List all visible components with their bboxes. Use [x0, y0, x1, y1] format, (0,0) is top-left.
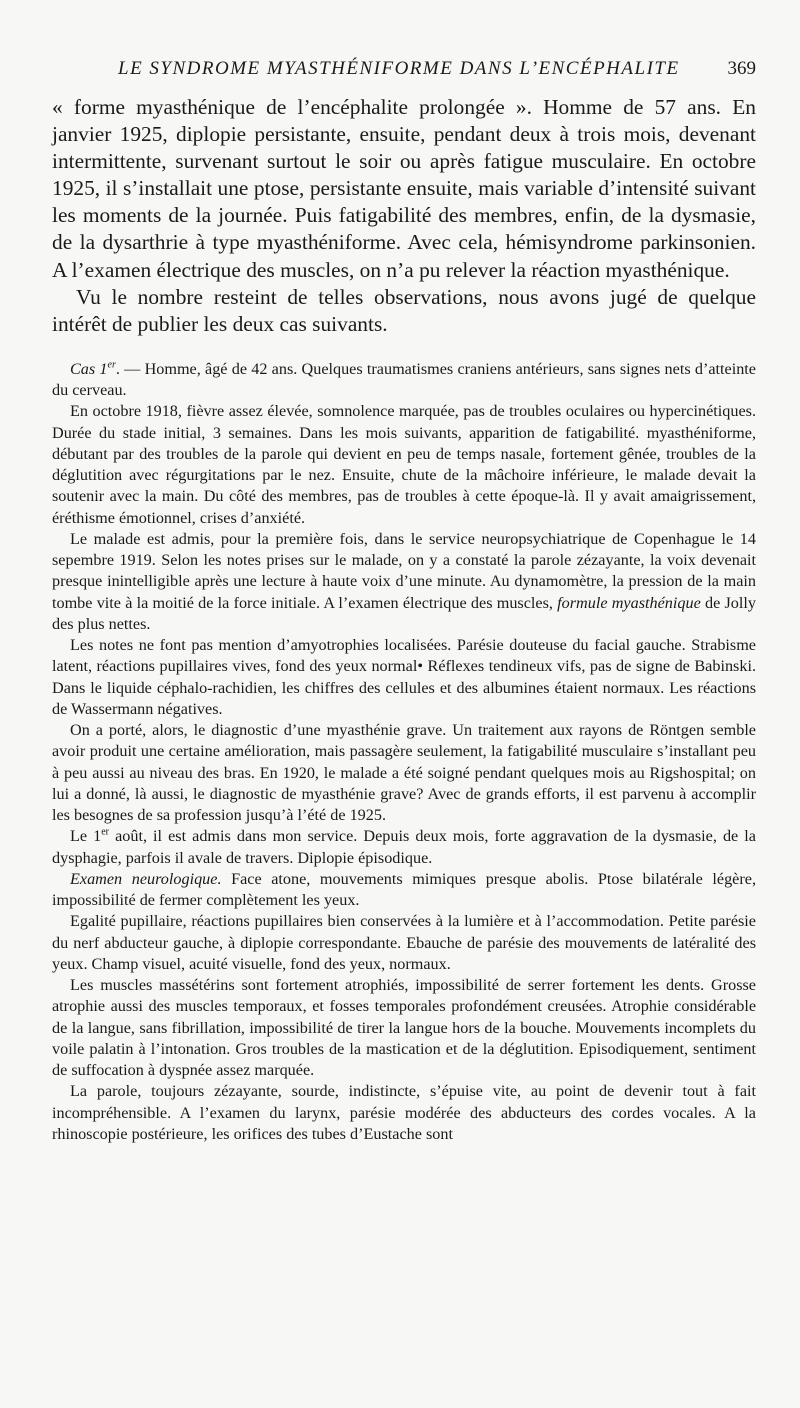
case-label: Cas 1er [70, 359, 116, 378]
case-paragraph: Cas 1er. — Homme, âgé de 42 ans. Quelques traumatismes craniens antérieurs, sans signes nets d’atteinte du cerveau. [52, 359, 756, 400]
section-heading: Examen neurologique. [70, 869, 222, 888]
running-title: LE SYNDROME MYASTHÉNIFORME DANS L’ENCÉPHALITE [118, 58, 680, 79]
running-header [0, 58, 800, 88]
intro-paragraph: Vu le nombre resteint de telles observations, nous avons jugé de quelque intérêt de publier les deux cas suivants. [52, 284, 756, 336]
case-paragraph: Egalité pupillaire, réactions pupillaires bien conservées à la lumière et à l’accommodation. Petite parésie du nerf abducteur gauche, à diplopie correspondante. Ebauche de parésie des mouvements de latéralité des yeux. Champ visuel, acuité visuelle, fond des yeux, normaux. [52, 912, 756, 973]
body-text [52, 94, 756, 1145]
case-report [52, 359, 756, 1145]
page-number: 369 [727, 58, 756, 79]
case-paragraph: On a porté, alors, le diagnostic d’une myasthénie grave. Un traitement aux rayons de Röntgen semble avoir produit une certaine amélioration, mais passagère seulement, la fatigabilité musculaire s’installant peu à peu aussi au niveau des bras. En 1920, le malade a été soigné pendant quelques mois au Rigshospital; on lui a donné, là aussi, le diagnostic de myasthénie grave? Avec de grands efforts, il est parvenu à accomplir les besognes de sa profession jusqu’à l’été de 1925. [52, 721, 756, 825]
case-paragraph: Le malade est admis, pour la première fois, dans le service neuropsychiatrique de Copenhague le 14 sepembre 1919. Selon les notes prises sur le malade, on y a constaté la parole zézayante, la voix devenait presque inintelligible après une lecture à haute voix d’une minute. Au dynamomètre, la pression de la main tombe vite à la moitié de la force initiale. A l’examen électrique des muscles, formule myasthénique de Jolly des plus nettes. [52, 529, 756, 633]
case-paragraph: Les muscles massétérins sont fortement atrophiés, impossibilité de serrer fortement les dents. Grosse atrophie aussi des muscles temporaux, et fosses temporales profondément creusées. Atrophie considérable de la langue, sans fibrillation, impossibilité de tirer la langue hors de la bouche. Mouvements incomplets du voile palatin à l’intonation. Gros troubles de la mastication et de la déglutition. Episodiquement, sentiment de suffocation à dyspnée assez marquée. [52, 976, 756, 1080]
case-paragraph: Le 1er août, il est admis dans mon service. Depuis deux mois, forte aggravation de la dysmasie, de la dysphagie, parfois il avale de travers. Diplopie épisodique. [52, 826, 756, 867]
case-paragraph: Les notes ne font pas mention d’amyotrophies localisées. Parésie douteuse du facial gauche. Strabisme latent, réactions pupillaires vives, fond des yeux normal• Réflexes tendineux vifs, pas de signe de Babinski. Dans le liquide céphalo-rachidien, les chiffres des cellules et des albumines étaient normaux. Les réactions de Wassermann négatives. [52, 636, 756, 718]
case-paragraph: La parole, toujours zézayante, sourde, indistincte, s’épuise vite, au point de devenir tout à fait incompréhensible. A l’examen du larynx, parésie modérée des abducteurs des cordes vocales. A la rhinoscopie postérieure, les orifices des tubes d’Eustache sont [52, 1082, 756, 1143]
emphasis: formule myasthénique [557, 593, 701, 612]
intro-section [52, 94, 756, 338]
case-paragraph: Examen neurologique. Face atone, mouvements mimiques presque abolis. Ptose bilatérale légère, impossibilité de fermer complètement les yeux. [52, 869, 756, 910]
intro-paragraph: « forme myasthénique de l’encéphalite prolongée ». Homme de 57 ans. En janvier 1925, diplopie persistante, ensuite, pendant deux à trois mois, devenant intermittente, survenant surtout le soir ou après fatigue musculaire. En octobre 1925, il s’installait une ptose, persistante ensuite, mais variable d’intensité suivant les moments de la journée. Puis fatigabilité des membres, enfin, de la dysmasie, de la dysarthrie à type myasthéniforme. Avec cela, hémisyndrome parkinsonien. A l’examen électrique des muscles, on n’a pu relever la réaction myasthénique. [52, 95, 756, 282]
case-paragraph: En octobre 1918, fièvre assez élevée, somnolence marquée, pas de troubles oculaires ou hypercinétiques. Durée du stade initial, 3 semaines. Dans les mois suivants, apparition de fatigabilité. myasthéniforme, débutant par des troubles de la parole qui devient en peu de temps nasale, fortement gênée, troubles de la déglutition avec régurgitations par le nez. Ensuite, chute de la mâchoire inférieure, le malade devait la soutenir avec la main. Du côté des membres, pas de troubles à cette époque-là. Il y avait amaigrissement, éréthisme émotionnel, crises d’anxiété. [52, 402, 756, 527]
